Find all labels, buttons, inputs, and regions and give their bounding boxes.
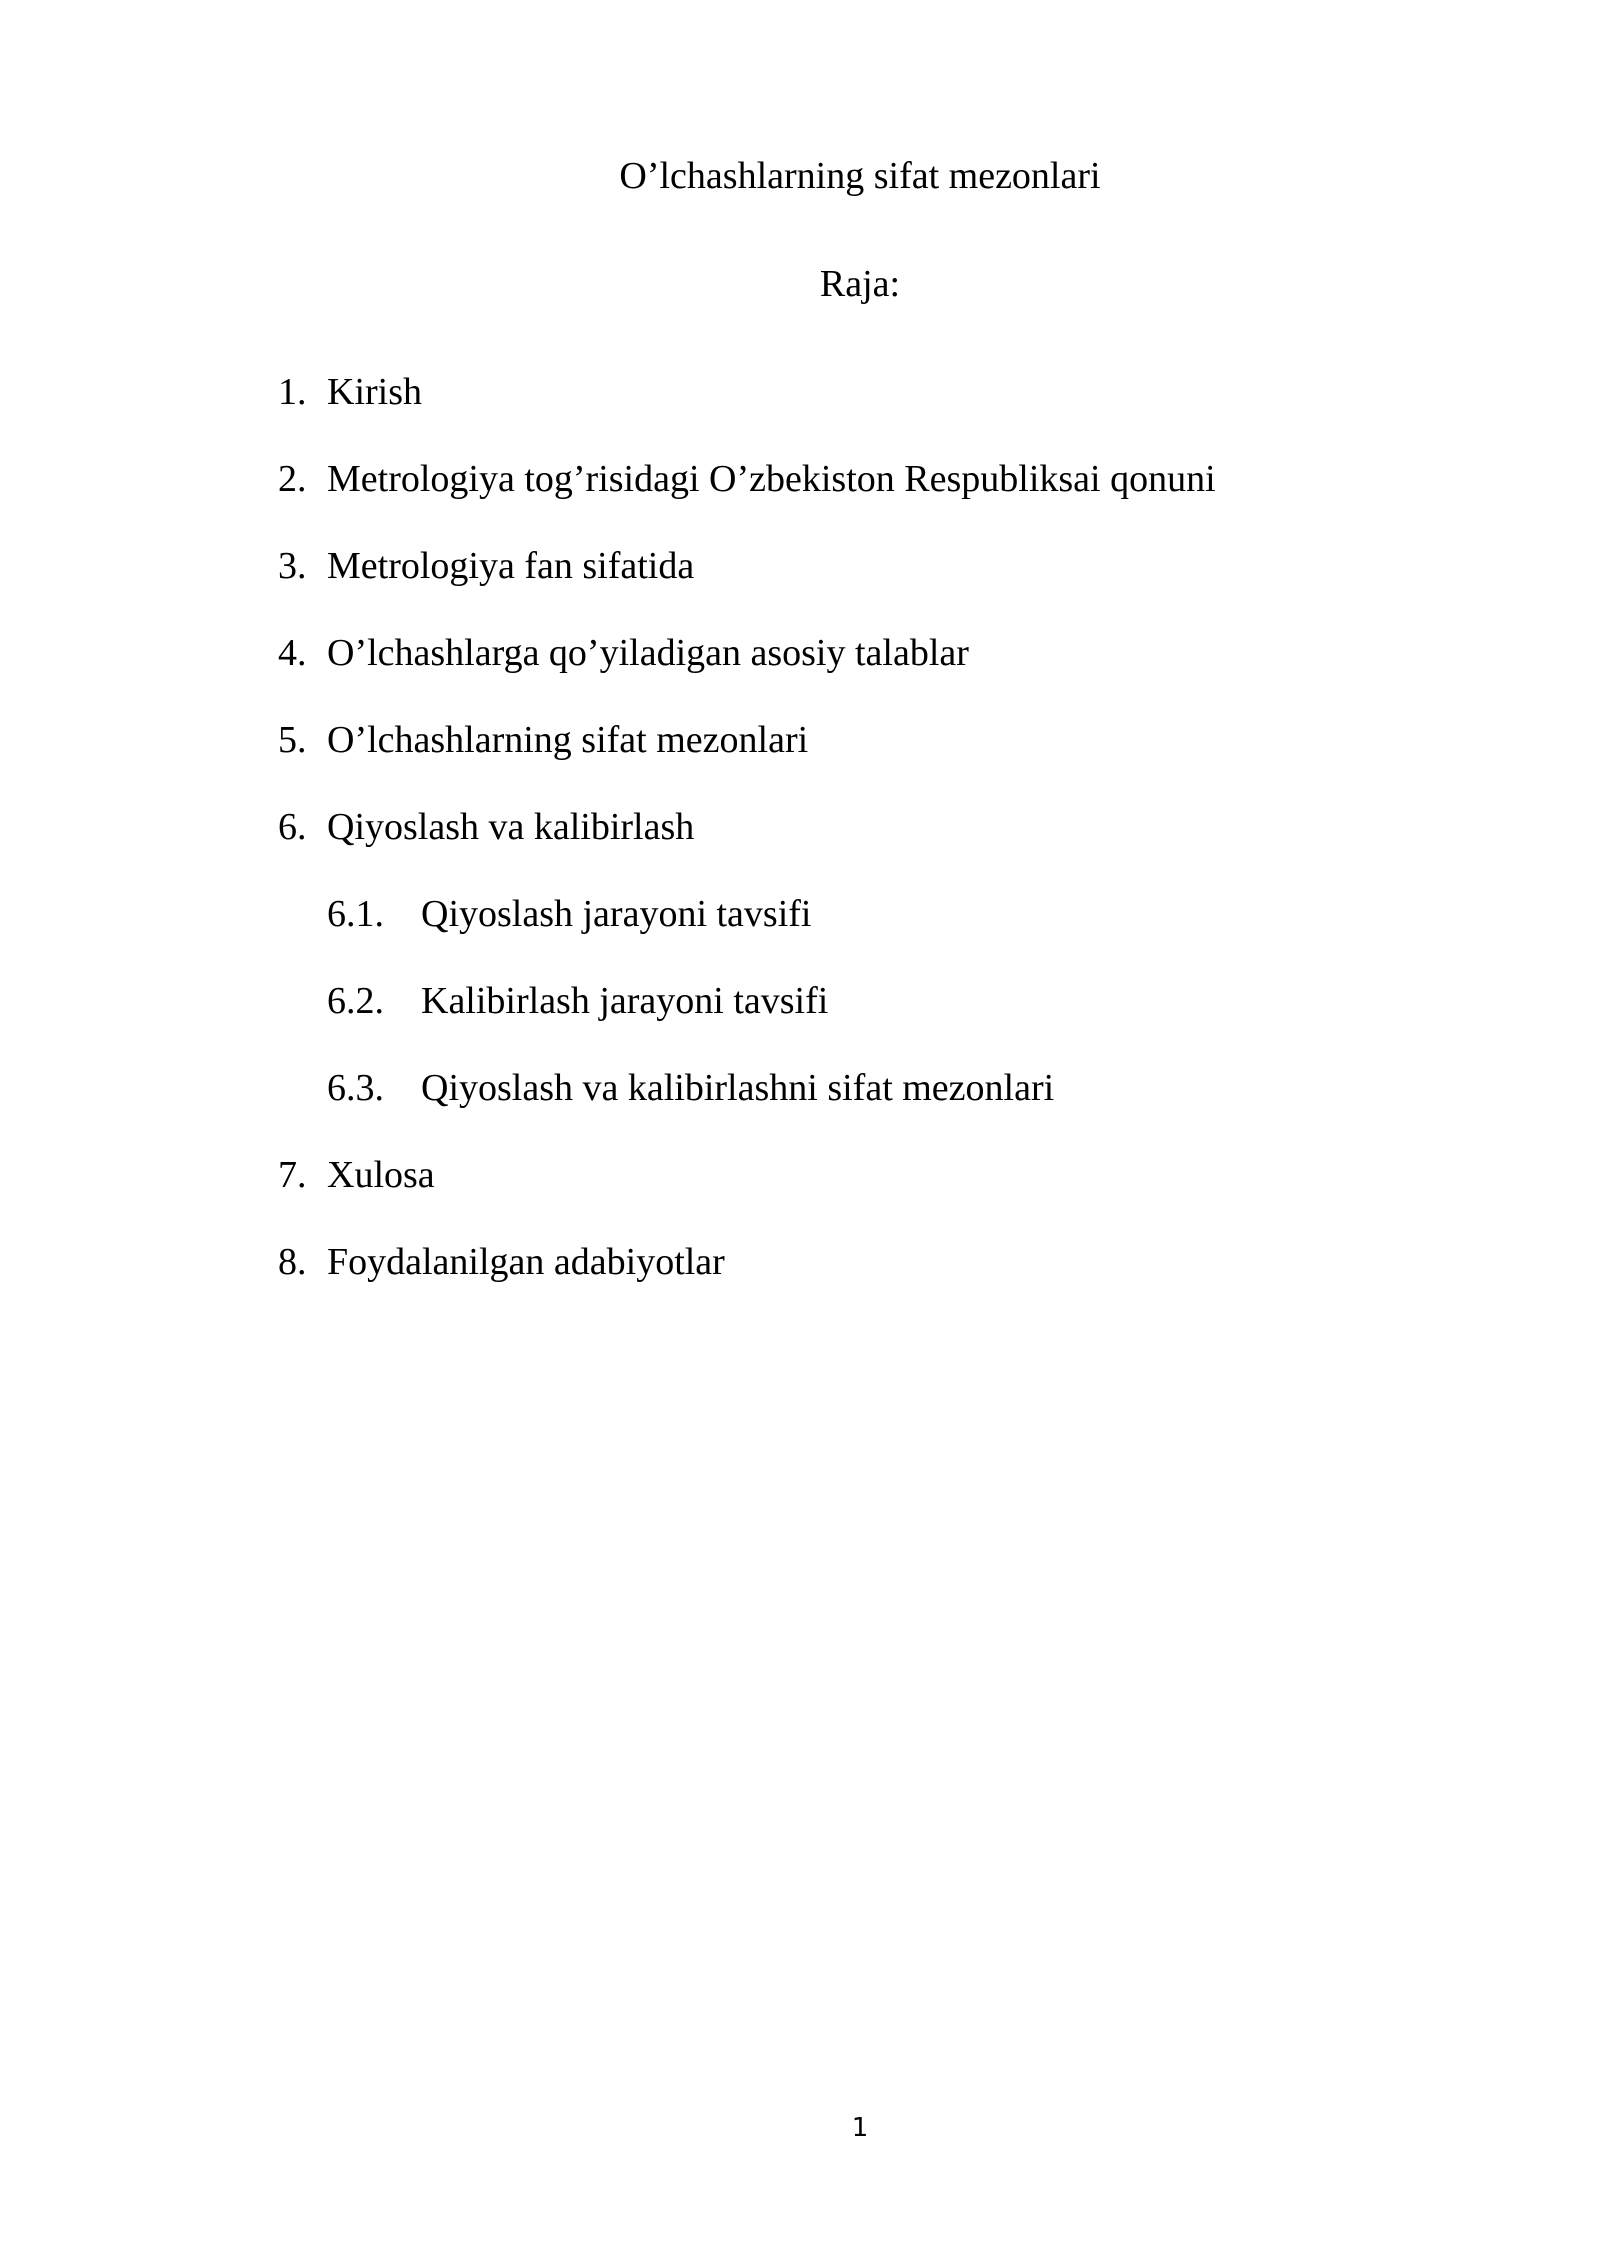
toc-item [0,710,1600,797]
toc-item [0,1145,1600,1232]
toc-item-text: O’lchashlarga qo’yiladigan asosiy talablar [327,632,969,674]
toc-item [0,1232,1600,1319]
toc-item-number: 8. [278,1241,307,1283]
toc-item [0,536,1600,623]
toc-subitem [0,884,1600,971]
toc-item-number: 4. [278,632,307,674]
page-number: 1 [851,2113,869,2143]
toc-item [0,362,1600,449]
toc-item-text: Metrologiya tog’risidagi O’zbekiston Respubliksai qonuni [327,458,1216,500]
toc-item-number: 3. [278,545,307,587]
toc-item-number: 5. [278,719,307,761]
table-of-contents [0,362,1600,1319]
toc-item-number: 2. [278,458,307,500]
toc-item-text: Kirish [327,371,422,413]
toc-item-number: 6. [278,806,307,848]
toc-item-text: Metrologiya fan sifatida [327,545,695,587]
toc-item [0,449,1600,536]
toc-subitem-text: Kalibirlash jarayoni tavsifi [421,980,829,1022]
toc-subitem [0,1058,1600,1145]
toc-item-number: 7. [278,1154,307,1196]
toc-item-text: O’lchashlarning sifat mezonlari [327,719,809,761]
toc-item [0,623,1600,710]
toc-item-text: Foydalanilgan adabiyotlar [327,1241,725,1283]
toc-subitem-text: Qiyoslash jarayoni tavsifi [421,893,812,935]
toc-item [0,797,1600,884]
toc-subitem-number: 6.3. [327,1067,384,1109]
toc-item-number: 1. [278,371,307,413]
toc-item-text: Xulosa [327,1154,435,1196]
toc-subitem-number: 6.2. [327,980,384,1022]
document-title: O’lchashlarning sifat mezonlari [619,155,1101,197]
toc-subitem-text: Qiyoslash va kalibirlashni sifat mezonlari [421,1067,1055,1109]
toc-item-text: Qiyoslash va kalibirlash [327,806,695,848]
toc-subitem [0,971,1600,1058]
toc-subitem-number: 6.1. [327,893,384,935]
plan-heading: Raja: [819,263,901,305]
